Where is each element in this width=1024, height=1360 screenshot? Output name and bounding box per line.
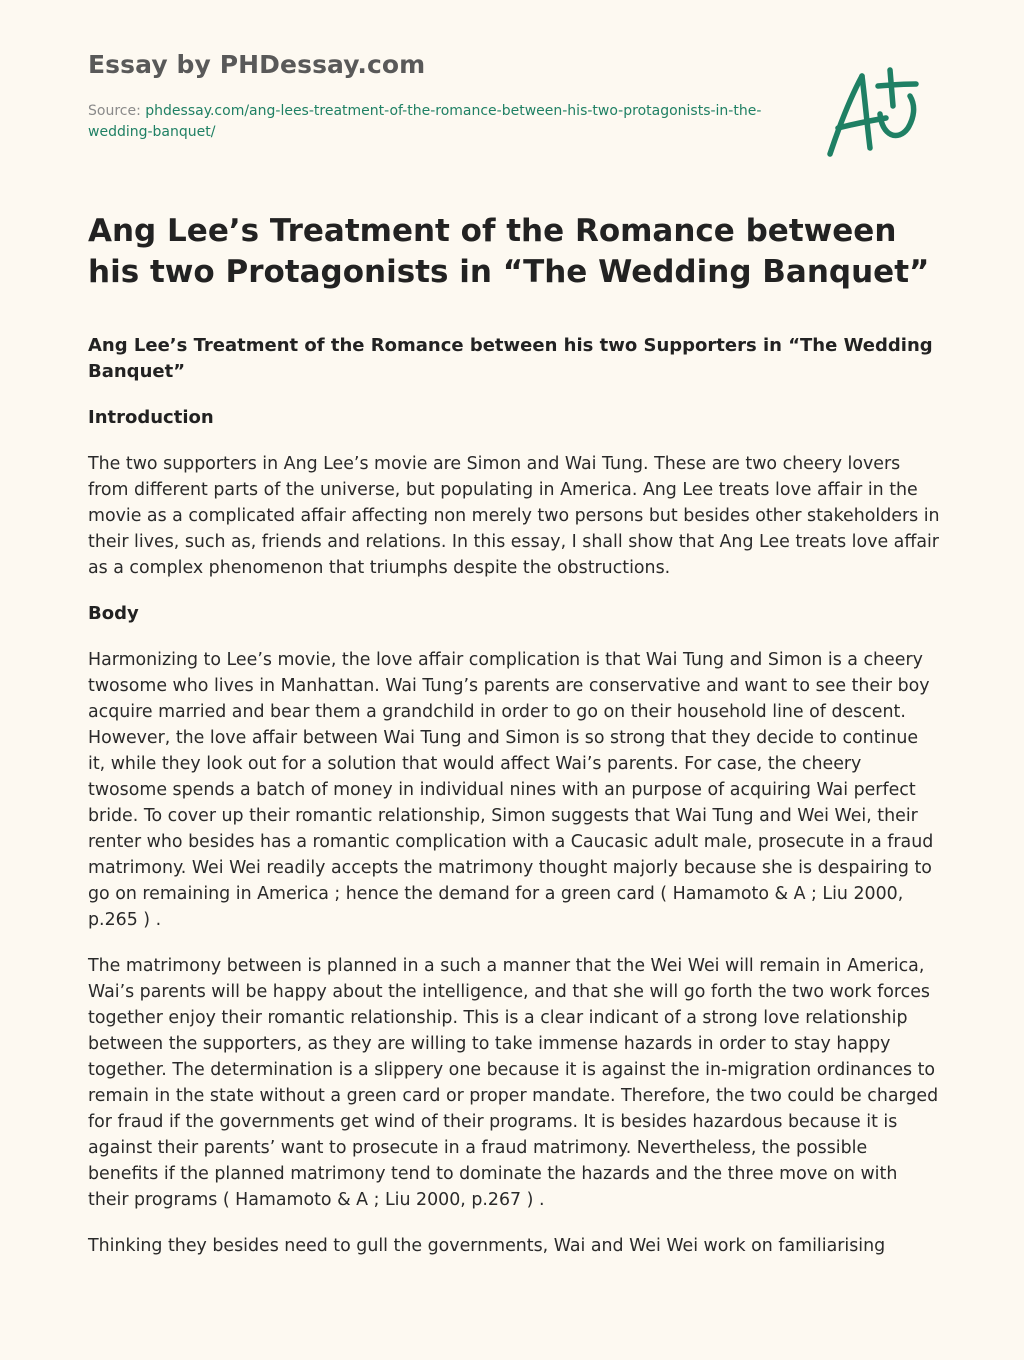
paragraph: Thinking they besides need to gull the governments, Wai and Wei Wei work on familiarising [88,1236,886,1256]
paragraph: The matrimony between is planned in a such a manner that the Wei Wei will remain in America, Wai’s parents will be happy about the intelligence, and that she will go forth the two work forces together enjoy their romantic relationship. This is a clear indicant of a strong love relationship between the supporters, as they are willing to take immense hazards in order to stay happy together. The determination is a slippery one because it is against the in-migration ordinances to remain in the state without a green card or proper mandate. Therefore, the two could be charged for fraud if the governments get wind of their programs. It is besides hazardous because it is against their parents’ want to prosecute in a fraud matrimony. Nevertheless, the possible benefits if the planned matrimony tend to dominate the hazards and the three move on with their programs ( Hamamoto & A ; Liu 2000, p.267 ) . [88,956,939,1210]
site-title: Essay by PHDessay.com [88,50,426,79]
document-subtitle: Ang Lee’s Treatment of the Romance between his two Supporters in “The Wedding Banquet” [88,335,933,382]
paragraph: The two supporters in Ang Lee’s movie are Simon and Wai Tung. These are two cheery lovers from different parts of the universe, but populating in America. Ang Lee treats love affair in the movie as a complicated affair affecting non merely two persons but besides other stakeholders in their lives, such as, friends and relations. In this essay, I shall show that Ang Lee treats love affair as a complex phenomenon that triumphs despite the obstructions. [88,454,940,578]
section-heading-body: Body [88,603,139,624]
source-link[interactable]: phdessay.com/ang-lees-treatment-of-the-romance-between-his-two-protagonists-in-the-wedding-banquet/ [88,103,762,140]
a-plus-grade-icon [824,66,926,160]
document-title: Ang Lee’s Treatment of the Romance between his two Protagonists in “The Wedding Banquet” [88,213,930,290]
source-label: Source: [88,103,146,119]
source-line [88,101,788,143]
paragraph: Harmonizing to Lee’s movie, the love affair complication is that Wai Tung and Simon is a cheery twosome who lives in Manhattan. Wai Tung’s parents are conservative and want to see their boy acquire married and bear them a grandchild in order to go on their household line of descent. However, the love affair between Wai Tung and Simon is so strong that they decide to continue it, while they look out for a solution that would affect Wai’s parents. For case, the cheery twosome spends a batch of money in individual nines with an purpose of acquiring Wai perfect bride. To cover up their romantic relationship, Simon suggests that Wai Tung and Wei Wei, their renter who besides has a romantic complication with a Caucasic adult male, prosecute in a fraud matrimony. Wei Wei readily accepts the matrimony thought majorly because she is despairing to go on remaining in America ; hence the demand for a green card ( Hamamoto & A ; Liu 2000, p.265 ) . [88,650,934,930]
section-heading-introduction: Introduction [88,407,214,428]
document-body [88,333,940,1279]
